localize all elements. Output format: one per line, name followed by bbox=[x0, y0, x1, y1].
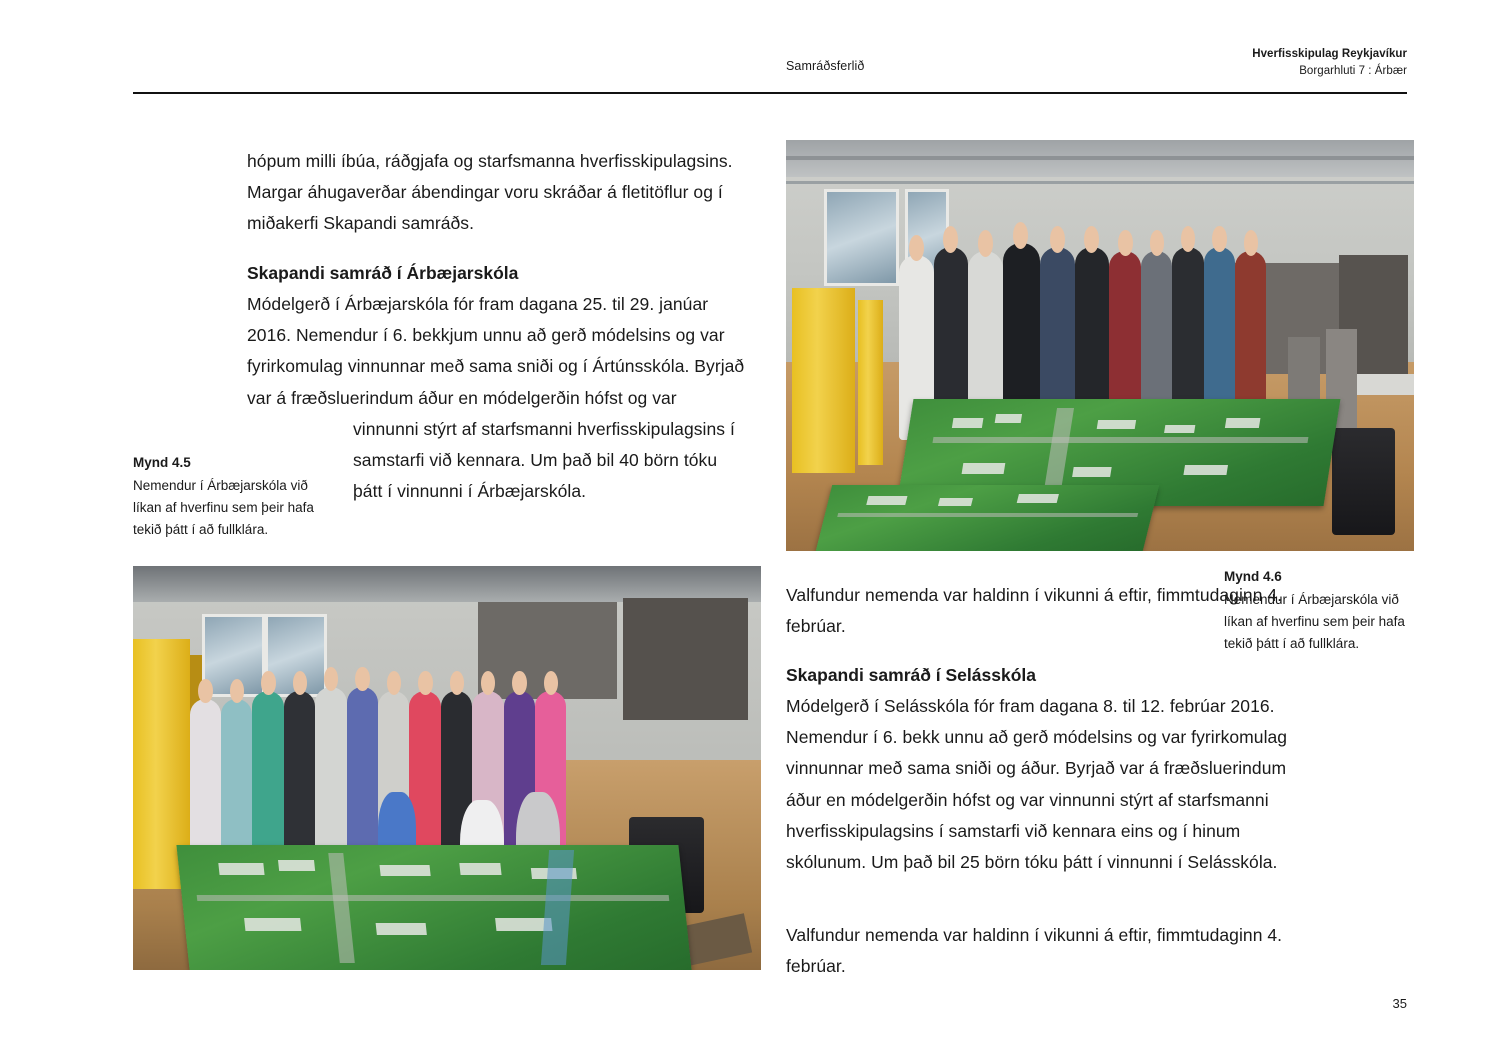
figure-45-caption-title: Mynd 4.5 bbox=[133, 455, 191, 470]
arbaejarskoli-paragraph-part2: vinnunni stýrt af starfsmanni hverfisskipulagsins í samstarfi við kennara. Um það bil 40 börn tóku þátt í vinnunni í Árbæjarskóla. bbox=[353, 418, 735, 501]
selasskoli-paragraph: Módelgerð í Selásskóla fór fram dagana 8. til 12. febrúar 2016. Nemendur í 6. bekk unnu að gerð módelsins og var fyrirkomulag vinnunnar með sama sniði og áður. Byrjað var á fræðsluerindum áður en módelgerðin hófst og var vinnunni stýrt af starfsmanni hverfisskipulagsins í samstarfi við kennara eins og í hinum skólunum. Um það bil 25 börn tóku þátt í vinnunni í Selásskóla. bbox=[786, 696, 1288, 872]
arbaejarskoli-paragraph-part1: Módelgerð í Árbæjarskóla fór fram dagana 25. til 29. janúar 2016. Nemendur í 6. bekkjum unnu að gerð módelsins og var fyrirkomulag vinnunnar með sama sniði og í Ártúnsskóla. Byrjað var á fræðsluerindum áður en módelgerðin hófst og var bbox=[247, 294, 745, 408]
figure-46-photo bbox=[786, 140, 1414, 551]
figure-45-caption-text: Nemendur í Árbæjarskóla við líkan af hverfinu sem þeir hafa tekið þátt í að fullklára. bbox=[133, 477, 314, 537]
header-section-label: Samráðsferlið bbox=[786, 59, 865, 73]
figure-46-scene bbox=[786, 140, 1414, 551]
right-paragraph-1: Valfundur nemenda var haldinn í vikunni á eftir, fimmtudaginn 4. febrúar. bbox=[786, 585, 1283, 637]
header-part-title: Borgarhluti 7 : Árbær bbox=[1299, 64, 1407, 77]
right-paragraph-3: Valfundur nemenda var haldinn í vikunni á eftir, fimmtudaginn 4. febrúar. bbox=[786, 925, 1283, 977]
arbaejarskoli-heading: Skapandi samráð í Árbæjarskóla bbox=[247, 263, 519, 283]
header-org-block bbox=[1252, 46, 1407, 79]
figure-45-scene bbox=[133, 566, 761, 970]
figure-45-caption bbox=[133, 452, 333, 540]
selasskoli-section bbox=[786, 660, 1308, 878]
header-divider bbox=[133, 92, 1407, 94]
page-number: 35 bbox=[1392, 996, 1407, 1011]
figure-45-photo bbox=[133, 566, 761, 970]
figure-46-caption-title: Mynd 4.6 bbox=[1224, 569, 1282, 584]
figure-46-caption-text: Nemendur í Árbæjarskóla við líkan af hverfinu sem þeir hafa tekið þátt í að fullklára. bbox=[1224, 591, 1405, 651]
header-org-title: Hverfisskipulag Reykjavíkur bbox=[1252, 48, 1407, 60]
selasskoli-heading: Skapandi samráð í Selásskóla bbox=[786, 665, 1036, 685]
intro-paragraph: hópum milli íbúa, ráðgjafa og starfsmanna hverfisskipulagsins. Margar áhugaverðar ábendingar voru skráðar á fletitöflur og í miðakerfi Skapandi samráðs. bbox=[247, 151, 733, 234]
